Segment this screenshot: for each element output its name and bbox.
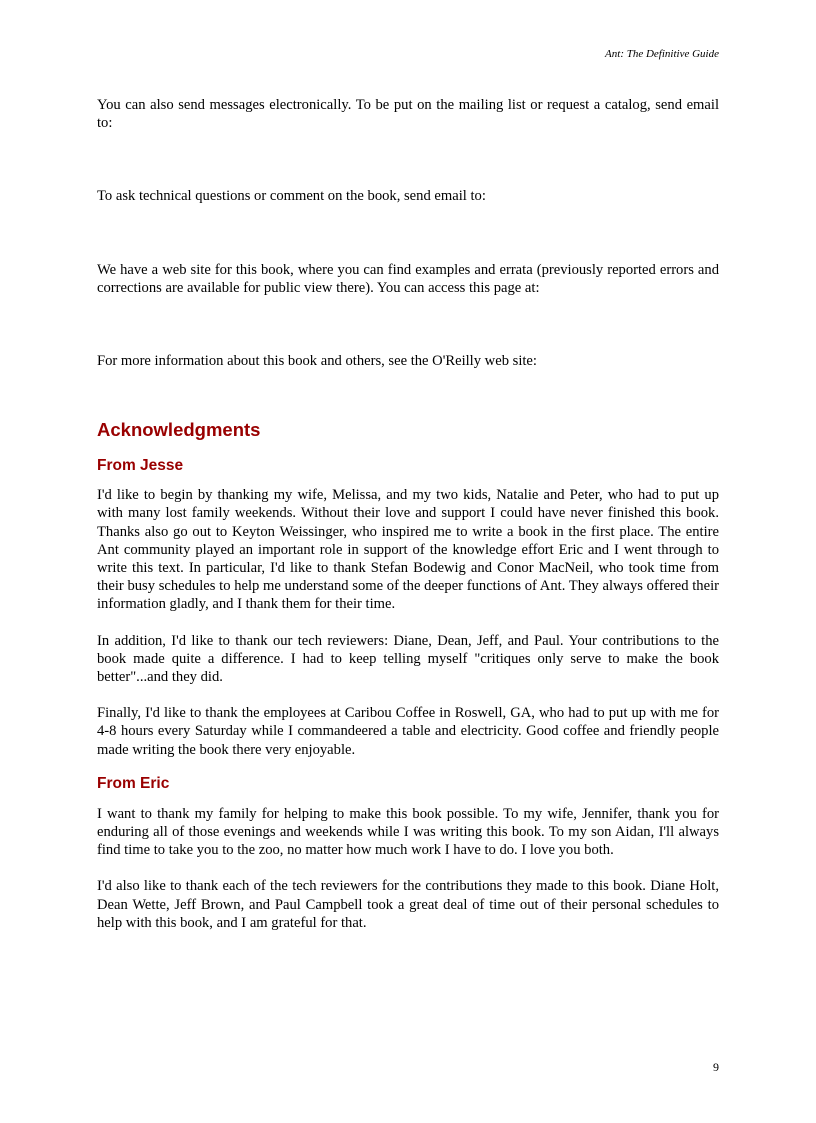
oreilly-site-paragraph: For more information about this book and others, see the O'Reilly web site: (97, 353, 537, 370)
from-jesse-heading: From Jesse (97, 457, 184, 475)
running-header: Ant: The Definitive Guide (605, 48, 719, 60)
jesse-paragraph-3: Finally, I'd like to thank the employees at Caribou Coffee in Roswell, GA, who had to put up with me for 4-8 hours every Saturday while I commandeered a table and electricity. Good coffee and friendly people made writing the book there very enjoyable. (97, 705, 719, 758)
mailing-list-paragraph: You can also send messages electronically. To be put on the mailing list or request a catalog, send email to: (97, 97, 719, 132)
jesse-paragraph-1: I'd like to begin by thanking my wife, Melissa, and my two kids, Natalie and Peter, who had to put up with many lost family weekends. Without their love and support I could have never finished this book. Thanks also go out to Keyton Weissinger, who inspired me to write a book in the first place. The entire Ant community played an important role in support of the knowledge effort Eric and I went through to write this text. In particular, I'd like to thank Stefan Bodewig and Conor MacNeil, who took time from their busy schedules to help me understand some of the deeper functions of Ant. They always offered their information gladly, and I thank them for their time. (97, 487, 719, 613)
page-content (97, 96, 719, 932)
web-site-paragraph: We have a web site for this book, where you can find examples and errata (previously reported errors and corrections are available for public view there). You can access this page at: (97, 261, 719, 296)
from-eric-heading: From Eric (97, 774, 170, 792)
eric-paragraph-1: I want to thank my family for helping to make this book possible. To my wife, Jennifer, thank you for enduring all of those evenings and weekends while I was writing this book. To my son Aidan, I'll always find time to take you to the zoo, no matter how much work I have to do. I love you both. (97, 805, 719, 859)
page-number: 9 (713, 1060, 719, 1074)
technical-questions-paragraph: To ask technical questions or comment on the book, send email to: (97, 188, 486, 205)
acknowledgments-heading: Acknowledgments (97, 419, 261, 441)
jesse-paragraph-2: In addition, I'd like to thank our tech reviewers: Diane, Dean, Jeff, and Paul. Your contributions to the book made quite a difference. I had to keep telling myself "critiques only serve to make the book better"...and they did. (97, 632, 719, 686)
eric-paragraph-2: I'd also like to thank each of the tech reviewers for the contributions they made to this book. Diane Holt, Dean Wette, Jeff Brown, and Paul Campbell took a great deal of time out of their personal schedules to help with this book, and I am grateful for that. (97, 878, 719, 931)
